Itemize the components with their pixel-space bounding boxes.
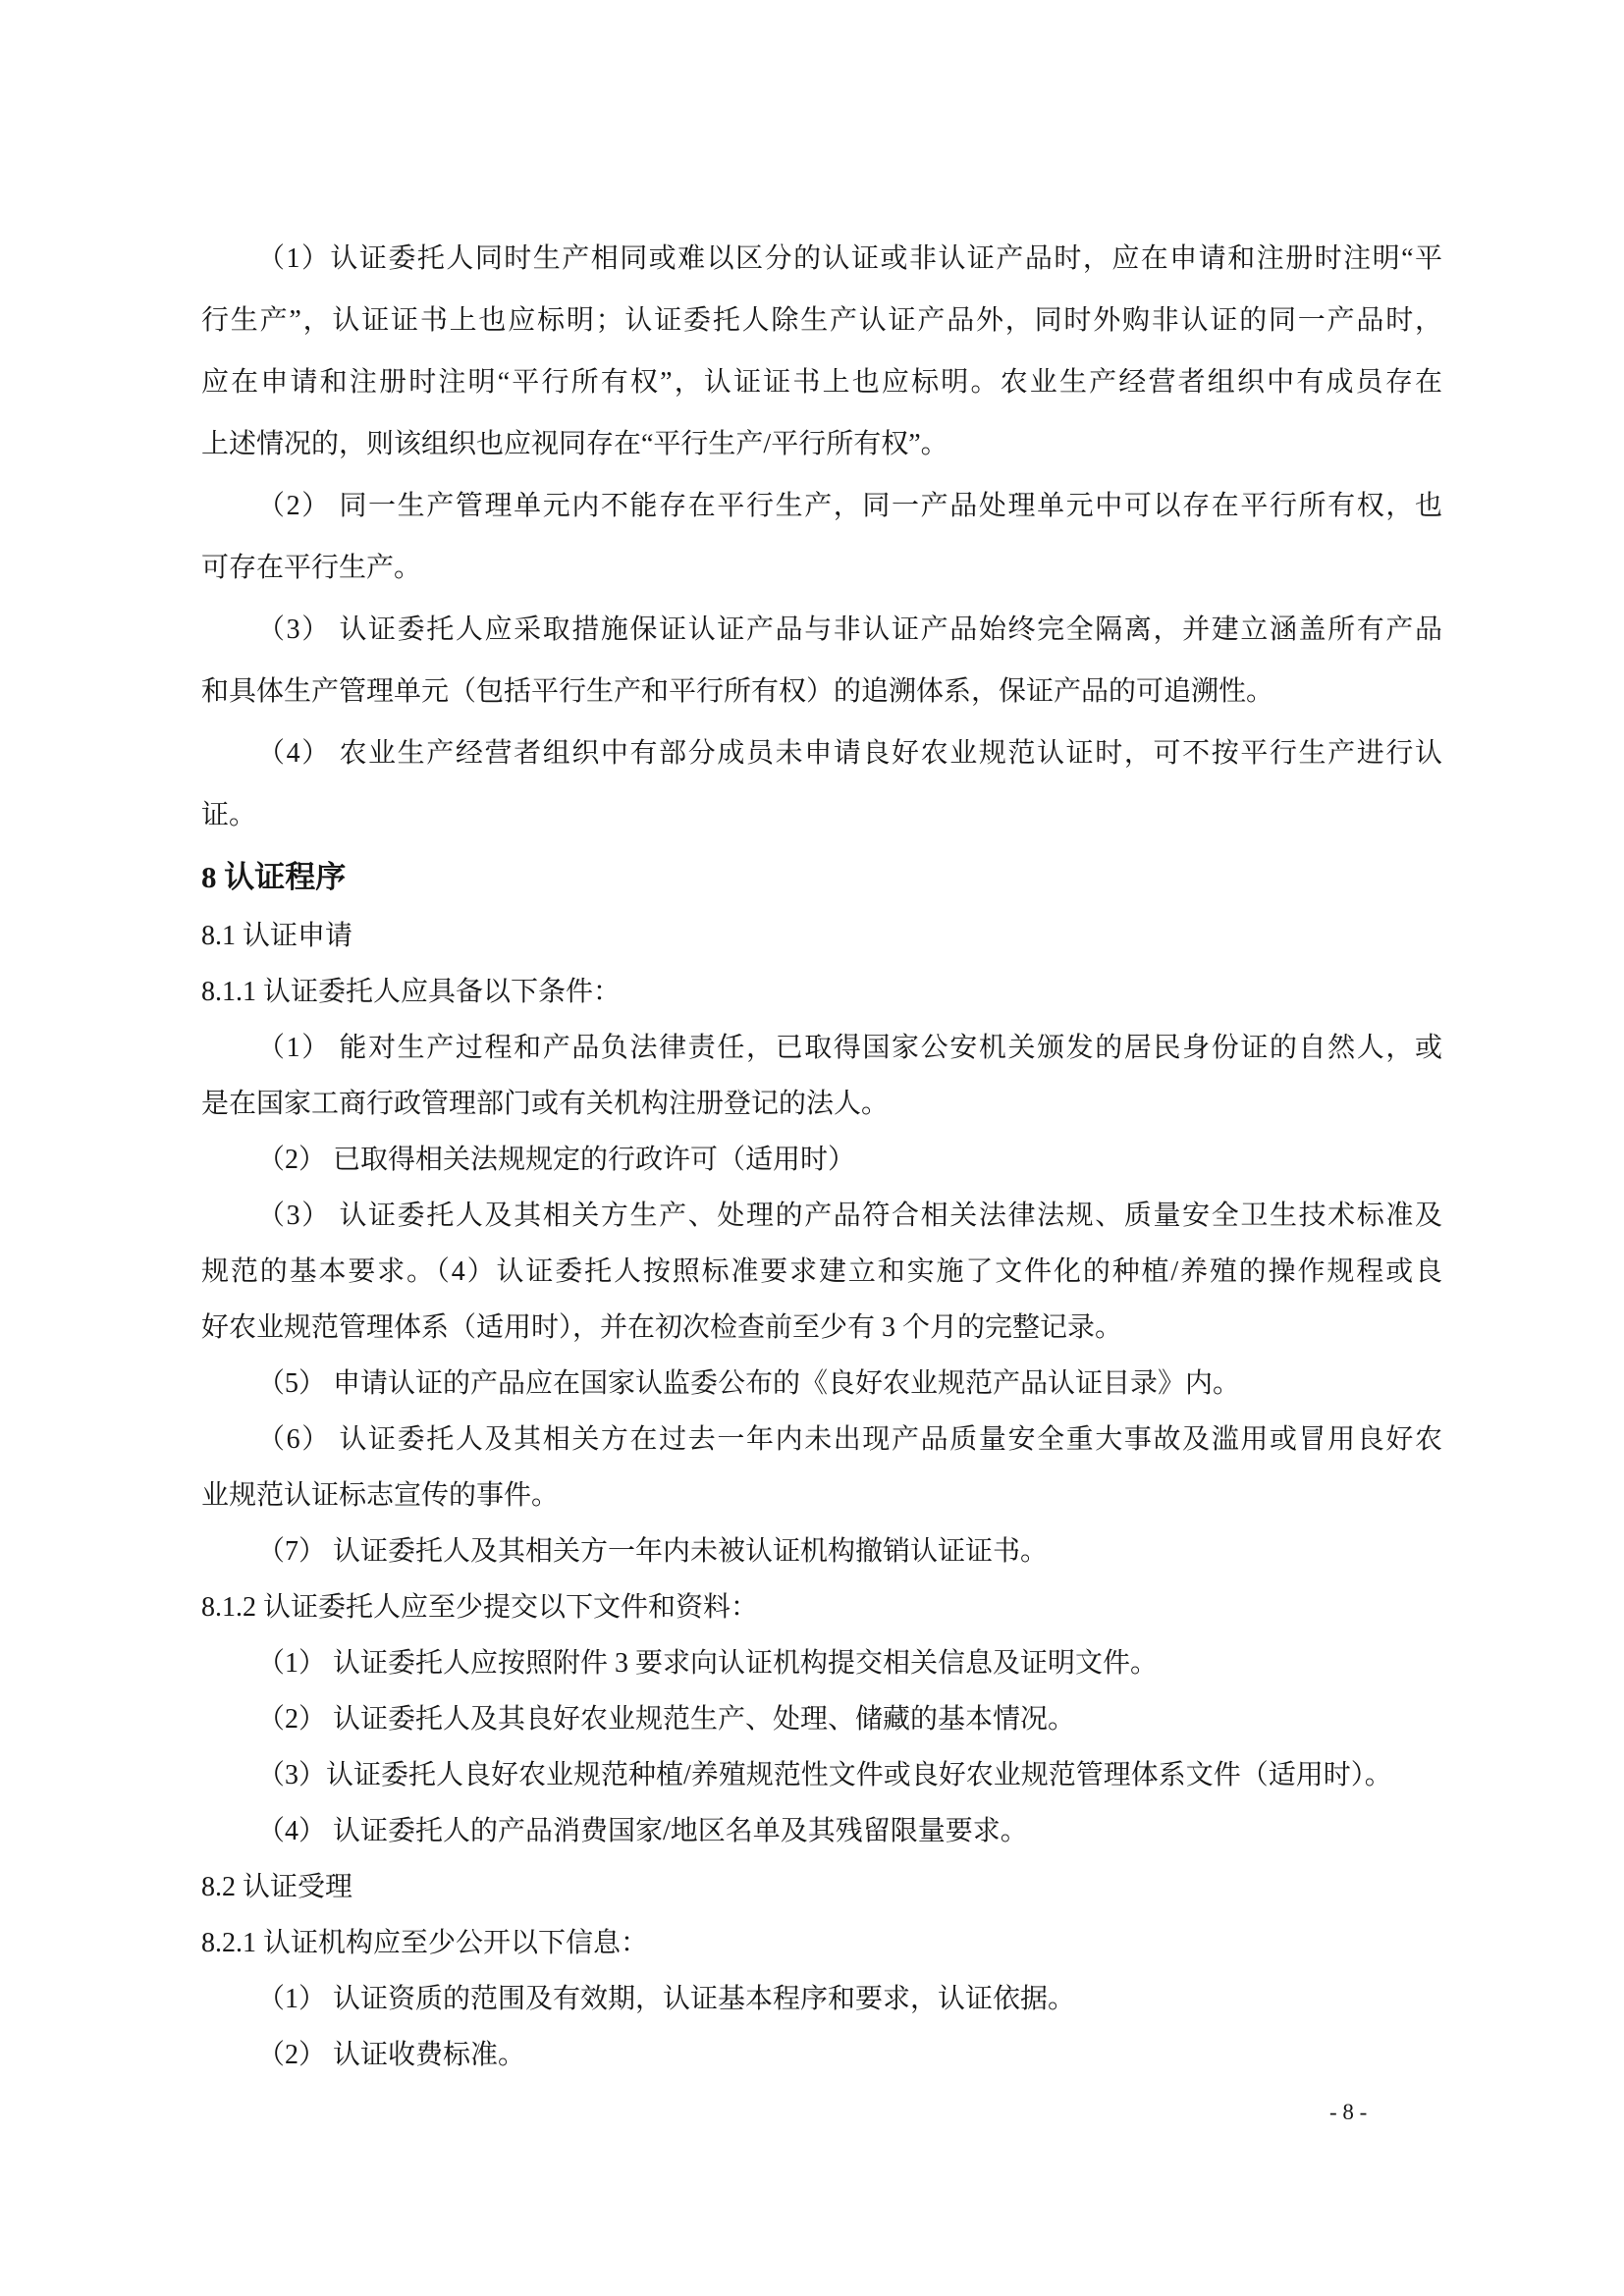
text-line: 8.2 认证受理 [201, 1872, 353, 1902]
text-line: （1） 认证资质的范围及有效期，认证基本程序和要求，认证依据。 [257, 1984, 1076, 2014]
text-line: （2） 已取得相关法规规定的行政许可（适用时） [257, 1145, 856, 1175]
text-line: 规范的基本要求。（4）认证委托人按照标准要求建立和实施了文件化的种植/养殖的操作规程或良 [201, 1256, 1442, 1287]
text-line: 应在申请和注册时注明“平行所有权”，认证证书上也应标明。农业生产经营者组织中有成员存在 [201, 367, 1442, 398]
text-line: 8.1.1 认证委托人应具备以下条件： [201, 977, 622, 1007]
text-line: （2） 同一生产管理单元内不能存在平行生产，同一产品处理单元中可以存在平行所有权，也 [257, 491, 1442, 521]
text-line: 是在国家工商行政管理部门或有关机构注册登记的法人。 [201, 1089, 890, 1119]
text-line: （4） 农业生产经营者组织中有部分成员未申请良好农业规范认证时，可不按平行生产进行认 [257, 738, 1442, 769]
text-line: （7） 认证委托人及其相关方一年内未被认证机构撤销认证证书。 [257, 1536, 1049, 1567]
text-line: （3） 认证委托人及其相关方生产、处理的产品符合相关法律法规、质量安全卫生技术标准及 [257, 1201, 1442, 1231]
section-heading-8: 8 认证程序 [201, 860, 347, 894]
text-line: 8.2.1 认证机构应至少公开以下信息： [201, 1928, 649, 1958]
text-line: （3） 认证委托人应采取措施保证认证产品与非认证产品始终完全隔离，并建立涵盖所有产品 [257, 614, 1442, 645]
text-line: 上述情况的，则该组织也应视同存在“平行生产/平行所有权”。 [201, 429, 948, 459]
text-line: （1）认证委托人同时生产相同或难以区分的认证或非认证产品时，应在申请和注册时注明“平 [257, 243, 1442, 274]
text-line: （3）认证委托人良好农业规范种植/养殖规范性文件或良好农业规范管理体系文件（适用时）。 [257, 1760, 1392, 1790]
section-8-content [201, 908, 1442, 2083]
text-line: （2） 认证委托人及其良好农业规范生产、处理、储藏的基本情况。 [257, 1704, 1076, 1735]
text-line: 8.1 认证申请 [201, 921, 353, 951]
intro-paragraphs [201, 228, 1442, 846]
text-line: （4） 认证委托人的产品消费国家/地区名单及其残留限量要求。 [257, 1816, 1028, 1846]
text-line: （1） 认证委托人应按照附件 3 要求向认证机构提交相关信息及证明文件。 [257, 1648, 1159, 1679]
text-line: 好农业规范管理体系（适用时），并在初次检查前至少有 3 个月的完整记录。 [201, 1312, 1123, 1343]
page-number: - 8 - [1329, 2100, 1368, 2124]
text-line: （2） 认证收费标准。 [257, 2040, 526, 2070]
text-line: 8.1.2 认证委托人应至少提交以下文件和资料： [201, 1592, 759, 1623]
page-content [201, 228, 1442, 2083]
text-line: （1） 能对生产过程和产品负法律责任，已取得国家公安机关颁发的居民身份证的自然人，或 [257, 1033, 1442, 1063]
text-line: 可存在平行生产。 [201, 553, 422, 583]
text-line: 行生产”，认证证书上也应标明；认证委托人除生产认证产品外，同时外购非认证的同一产品时， [201, 305, 1442, 336]
text-line: 证。 [201, 800, 257, 830]
text-line: （5） 申请认证的产品应在国家认监委公布的《良好农业规范产品认证目录》内。 [257, 1368, 1241, 1399]
text-line: 业规范认证标志宣传的事件。 [201, 1480, 560, 1511]
text-line: （6） 认证委托人及其相关方在过去一年内未出现产品质量安全重大事故及滥用或冒用良好农 [257, 1424, 1442, 1455]
text-line: 和具体生产管理单元（包括平行生产和平行所有权）的追溯体系，保证产品的可追溯性。 [201, 676, 1274, 707]
